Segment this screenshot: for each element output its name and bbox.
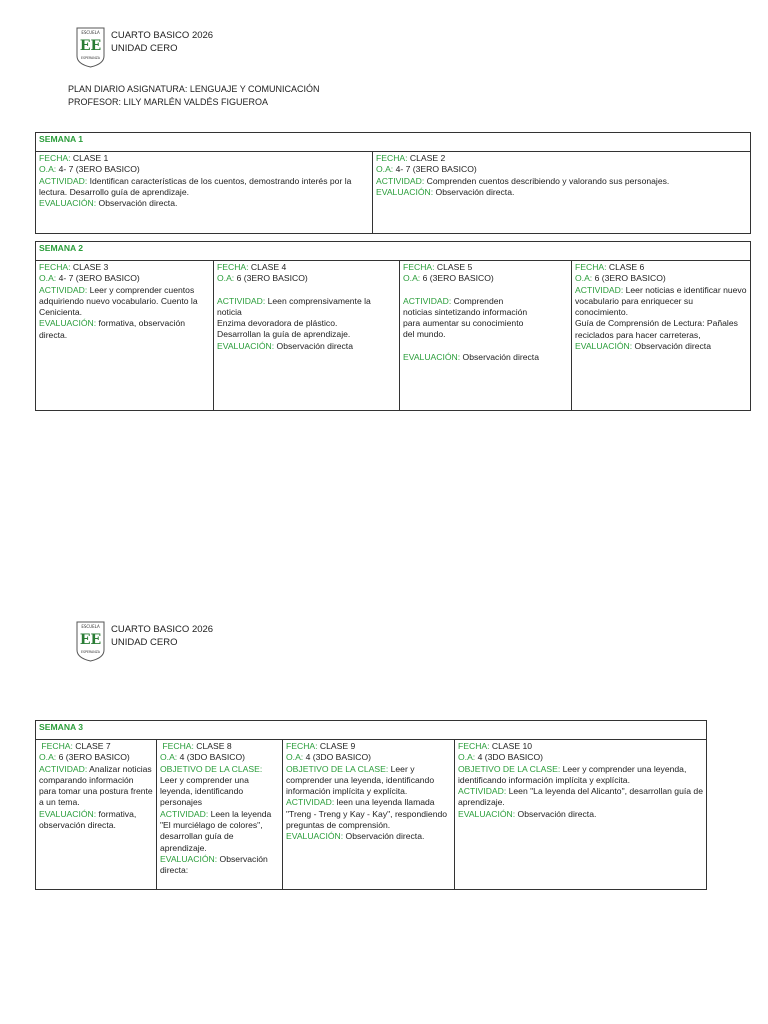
page-header-2 <box>75 620 213 662</box>
school-logo <box>75 26 106 68</box>
class-9-cell: FECHA: CLASE 9 O.A: 4 (3DO BASICO) OBJETIVO DE LA CLASE: Leer y comprender una leyenda, identificando información implícita y explícita. ACTIVIDAD: leen una leyenda llamada "Treng - Treng y Kay - Kay", respondiendo preguntas de comprensión. EVALUACIÓN: Observación directa. <box>283 740 455 890</box>
class-7-cell: FECHA: CLASE 7 O.A: 6 (3ERO BASICO) ACTIVIDAD: Analizar noticias comparando información para tomar una postura frente a un tema. EVALUACIÓN: formativa, observación directa. <box>36 740 157 890</box>
header-unit: UNIDAD CERO <box>111 636 178 648</box>
week-3-table <box>35 720 707 890</box>
svg-text:ESCUELA: ESCUELA <box>81 624 100 629</box>
svg-text:ESCUELA: ESCUELA <box>81 30 100 35</box>
week-2-title: SEMANA 2 <box>36 242 751 261</box>
school-logo <box>75 620 106 662</box>
header-course: CUARTO BASICO 2026 <box>111 624 214 635</box>
svg-text:EE: EE <box>79 632 102 648</box>
svg-text:ESPERANZA: ESPERANZA <box>81 650 100 654</box>
plan-subject: PLAN DIARIO ASIGNATURA: LENGUAJE Y COMUNICACIÓN <box>68 84 320 94</box>
class-10-cell: FECHA: CLASE 10 O.A: 4 (3DO BASICO) OBJETIVO DE LA CLASE: Leer y comprender una leyenda, identificando información implícita y explícita. ACTIVIDAD: Leen "La leyenda del Alicanto", desarrollan guía de aprendizaje. EVALUACIÓN: Observación directa. <box>455 740 707 890</box>
week-3-title: SEMANA 3 <box>36 721 707 740</box>
class-3-cell: FECHA: CLASE 3 O.A: 4- 7 (3ERO BASICO) ACTIVIDAD: Leer y comprender cuentos adquiriendo nuevo vocabulario. Cuento la Cenicienta. EVALUACIÓN: formativa, observación directa. <box>36 261 214 411</box>
svg-text:ESPERANZA: ESPERANZA <box>81 56 100 60</box>
plan-teacher: PROFESOR: LILY MARLÉN VALDÉS FIGUEROA <box>68 96 269 107</box>
page-header-1 <box>75 26 213 68</box>
svg-text:EE: EE <box>79 38 102 54</box>
week-2-table <box>35 241 751 411</box>
header-unit: UNIDAD CERO <box>111 42 178 54</box>
week-1-table <box>35 132 751 234</box>
class-4-cell: FECHA: CLASE 4 O.A: 6 (3ERO BASICO) ACTIVIDAD: Leen comprensivamente la noticia Enzima devoradora de plástico. Desarrollan la guía de aprendizaje. EVALUACIÓN: Observación directa <box>214 261 400 411</box>
week-1-title: SEMANA 1 <box>36 133 751 152</box>
class-2-cell: FECHA: CLASE 2 O.A: 4- 7 (3ERO BASICO) ACTIVIDAD: Comprenden cuentos describiendo y valorando sus personajes. EVALUACIÓN: Observación directa. <box>373 152 751 234</box>
plan-info <box>68 83 320 108</box>
class-5-cell: FECHA: CLASE 5 O.A: 6 (3ERO BASICO) ACTIVIDAD: Comprenden noticias sintetizando información para aumentar su conocimiento del mundo. EVALUACIÓN: Observación directa <box>400 261 572 411</box>
header-course: CUARTO BASICO 2026 <box>111 30 214 41</box>
class-1-cell: FECHA: CLASE 1 O.A: 4- 7 (3ERO BASICO) ACTIVIDAD: Identifican características de los cuentos, demostrando interés por la lectura. Desarrollo guía de aprendizaje. EVALUACIÓN: Observación directa. <box>36 152 373 234</box>
class-8-cell: FECHA: CLASE 8 O.A: 4 (3DO BASICO) OBJETIVO DE LA CLASE: Leer y comprender una leyenda, identificando personajes ACTIVIDAD: Leen la leyenda "El murciélago de colores", desarrollan guía de aprendizaje. EVALUACIÓN: Observación directa: <box>157 740 283 890</box>
class-6-cell: FECHA: CLASE 6 O.A: 6 (3ERO BASICO) ACTIVIDAD: Leer noticias e identificar nuevo vocabulario para enriquecer su conocimiento. Guía de Comprensión de Lectura: Pañales reciclados para hacer carreteras, EVALUACIÓN: Observación directa <box>572 261 751 411</box>
